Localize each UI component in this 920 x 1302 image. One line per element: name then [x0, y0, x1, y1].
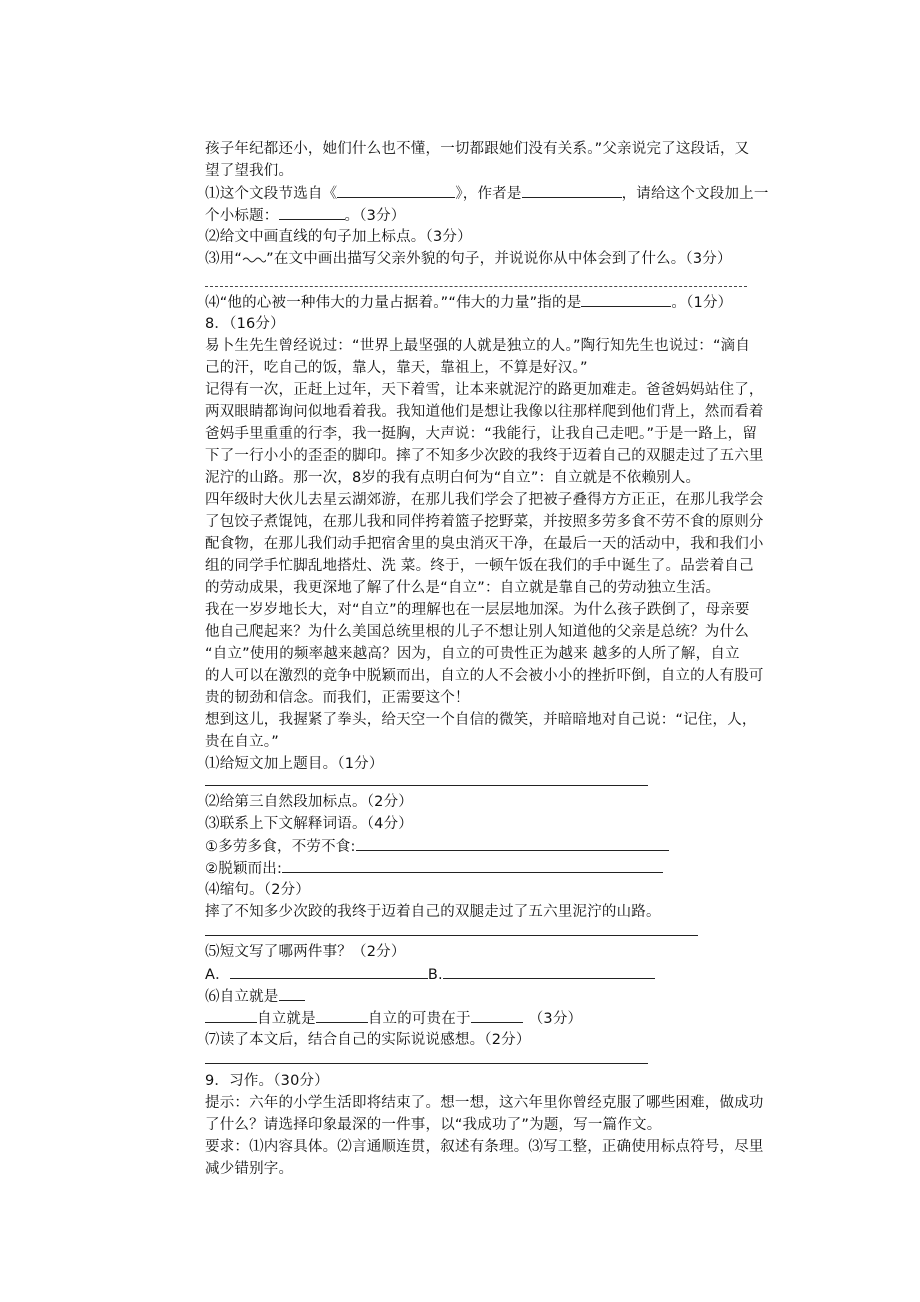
answer-line[interactable]: [205, 785, 648, 786]
requirements-line: 减少错别字。: [205, 1161, 294, 1177]
answer-blank[interactable]: [337, 183, 455, 198]
passage-line: 四年级时大伙儿去星云湖郊游，在那儿我们学会了把被子叠得方方正正，在那儿我学会: [205, 492, 764, 508]
question-8-3-b: ②脱颖而出:: [205, 858, 663, 879]
passage-line: 易卜生先生曾经说过：“世界上最坚强的人就是独立的人。”陶行知先生也说过：“滴自: [205, 338, 751, 354]
passage-line: 记得有一次，正赶上过年，天下着雪，让本来就泥泞的路更加难走。爸爸妈妈站住了，: [205, 382, 764, 398]
passage-line: 泥泞的山路。那一次，8岁的我有点明白何为“自立”：自立就是不依赖别人。: [205, 470, 701, 486]
answer-blank[interactable]: [522, 183, 622, 198]
question-3: ⑶用“ ”在文中画出描写父亲外貌的句子，并说说你从中体会到了什么。（3分）: [205, 251, 732, 267]
passage-line: 组的同学手忙脚乱地搭灶、洗 菜。终于，一顿午饭在我们的手中诞生了。品尝着自己: [205, 558, 754, 574]
answer-line[interactable]: [205, 286, 747, 287]
answer-blank-a[interactable]: [230, 964, 428, 979]
section-heading: 8．（16分）: [205, 316, 285, 332]
passage-line: 孩子年纪都还小，她们什么也不懂，一切都跟她们没有关系。”父亲说完了这段话，又: [205, 141, 750, 157]
answer-line[interactable]: [205, 1063, 648, 1064]
prompt-line: 提示：六年的小学生活即将结束了。想一想，这六年里你曾经克服了哪些困难，做成功: [205, 1095, 764, 1111]
answer-blank[interactable]: [316, 1008, 368, 1023]
answer-line[interactable]: [205, 935, 698, 936]
sentence-to-shorten: 摔了不知多少次跤的我终于迈着自己的双腿走过了五六里泥泞的山路。: [205, 904, 661, 920]
question-8-5-answers: A． B.: [205, 964, 655, 985]
question-8-7: ⑺读了本文后，结合自己的实际说说感想。（2分）: [205, 1032, 531, 1048]
requirements-line: 要求：⑴内容具体。⑵言通顺连贯，叙述有条理。⑶写工整，正确使用标点符号，尽里: [205, 1139, 764, 1155]
section-heading: 9．习作。（30分）: [205, 1073, 329, 1089]
answer-blank[interactable]: [205, 1008, 257, 1023]
passage-line: 我在一岁岁地长大，对“自立”的理解也在一层层地加深。为什么孩子跌倒了，母亲要: [205, 602, 750, 618]
answer-blank[interactable]: [356, 836, 669, 851]
question-8-2: ⑵给第三自然段加标点。（2分）: [205, 794, 413, 810]
wavy-line-icon: [242, 255, 266, 263]
passage-line: 望了望我们。: [205, 163, 294, 179]
answer-blank[interactable]: [279, 205, 345, 220]
passage-line: 下了一行小小的歪歪的脚印。摔了不知多少次跤的我终于迈着自己的双腿走过了五六里: [205, 448, 764, 464]
passage-line: “自立”使用的频率越来越高？因为，自立的可贵性正为越来 越多的人所了解，自立: [205, 646, 740, 662]
question-8-3-a: ①多劳多食，不劳不食:: [205, 836, 669, 857]
question-1: ⑴这个文段节选自《 》，作者是 ，请给这个文段加上一: [205, 183, 769, 204]
question-8-3: ⑶联系上下文解释词语。（4分）: [205, 816, 413, 832]
question-2: ⑵给文中画直线的句子加上标点。（3分）: [205, 229, 472, 245]
passage-line: 的劳动成果，我更深地了解了什么是“自立”：自立就是靠自己的劳动独立生活。: [205, 580, 721, 596]
passage-line: 贵在自立。”: [205, 734, 279, 750]
answer-blank[interactable]: [282, 858, 663, 873]
answer-blank[interactable]: [471, 1008, 523, 1023]
question-8-6-cont: 自立就是 自立的可贵在于 （3分）: [205, 1008, 582, 1029]
passage-line: 己的汗，吃自己的饭，靠人，靠天，靠祖上，不算是好汉。”: [205, 360, 588, 376]
answer-blank-b[interactable]: [443, 964, 655, 979]
question-8-6: ⑹自立就是: [205, 986, 305, 1007]
question-1-cont: 个小标题： 。（3分）: [205, 205, 405, 226]
answer-blank[interactable]: [279, 986, 305, 1001]
answer-blank[interactable]: [581, 292, 671, 307]
prompt-line: 了什么？请选择印象最深的一件事，以“我成功了”为题，写一篇作文。: [205, 1117, 662, 1133]
passage-line: 想到这儿，我握紧了拳头，给天空一个自信的微笑，并暗暗地对自己说：“记住，人，: [205, 712, 757, 728]
passage-line: 的人可以在激烈的竞争中脱颖而出，自立的人不会被小小的挫折吓倒，自立的人有股可: [205, 668, 764, 684]
passage-line: 贵的韧劲和信念。而我们，正需要这个！: [205, 690, 470, 706]
question-8-5: ⑸短文写了哪两件事？（2分）: [205, 944, 406, 960]
passage-line: 爸妈手里重重的行李，我一挺胸，大声说：“我能行，让我自己走吧。”于是一路上，留: [205, 426, 758, 442]
question-8-1: ⑴给短文加上题目。（1分）: [205, 756, 384, 772]
passage-line: 配食物，在那儿我们动手把宿舍里的臭虫消灭干净，在最后一天的活动中，我和我们小: [205, 536, 764, 552]
passage-line: 他自己爬起来？为什么美国总统里根的儿子不想让别人知道他的父亲是总统？为什么: [205, 624, 749, 640]
passage-line: 两双眼睛都询问似地看着我。我知道他们是想让我像以往那样爬到他们背上，然而看着: [205, 404, 764, 420]
question-8-4: ⑷缩句。（2分）: [205, 882, 311, 898]
passage-line: 了包饺子煮馄饨，在那儿我和同伴挎着篮子挖野菜，并按照多劳多食不劳不食的原则分: [205, 514, 764, 530]
question-4: ⑷“他的心被一种伟大的力量占据着。”“伟大的力量”指的是 。（1分）: [205, 292, 732, 313]
